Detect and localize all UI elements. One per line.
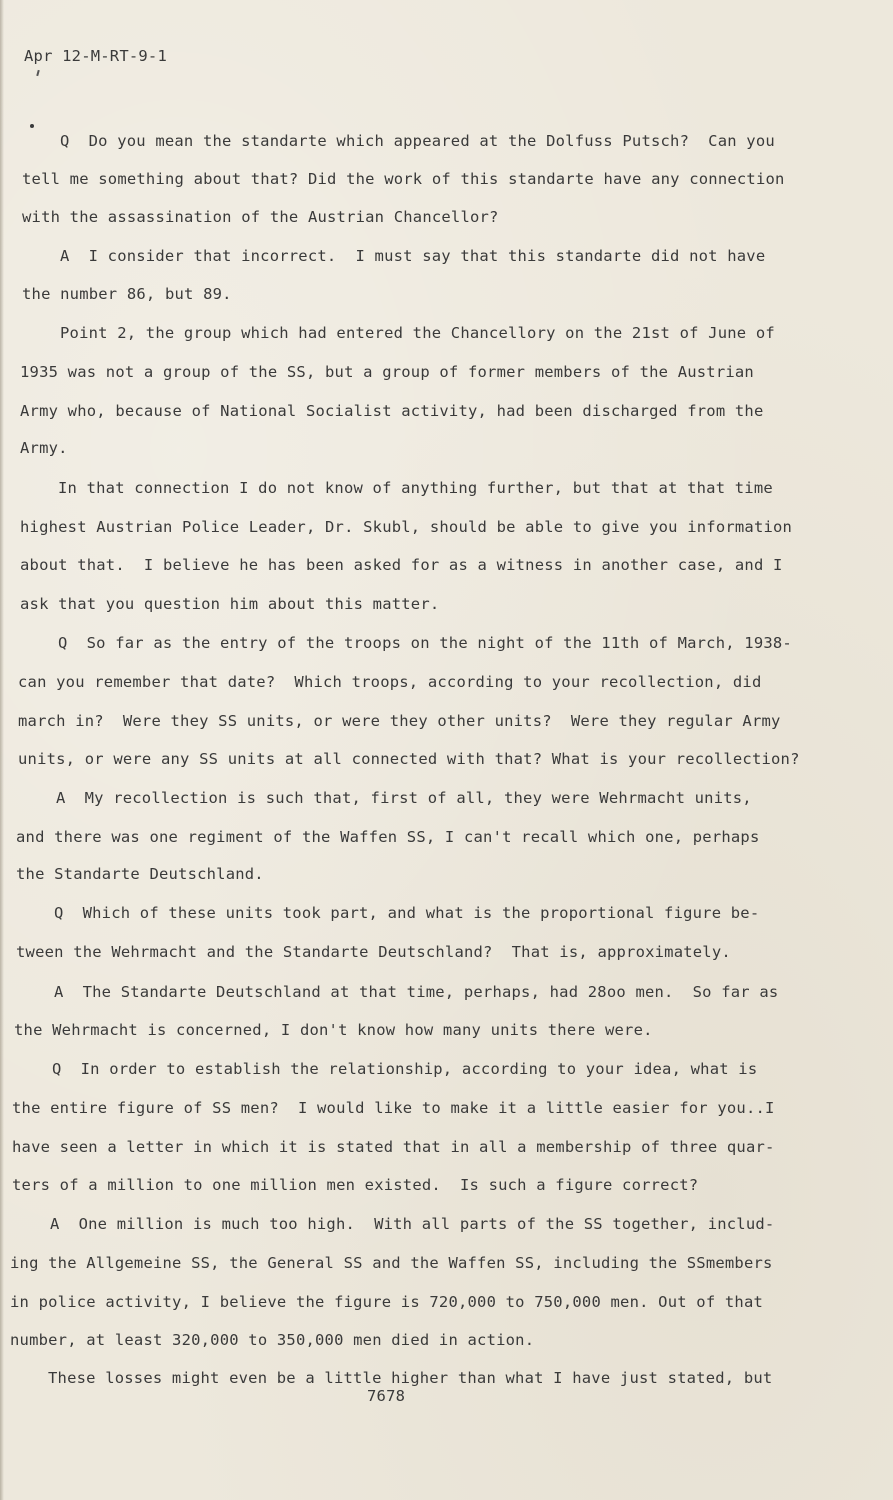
text-line: units, or were any SS units at all connected with that? What is your recollection? <box>18 750 800 768</box>
text-line: A One million is much too high. With all parts of the SS together, includ- <box>50 1215 775 1233</box>
text-line: Army. <box>20 439 68 457</box>
text-line: tween the Wehrmacht and the Standarte Deutschland? That is, approximately. <box>16 943 731 961</box>
text-line: Army who, because of National Socialist activity, had been discharged from the <box>20 402 764 420</box>
text-line: about that. I believe he has been asked for as a witness in another case, and I <box>20 556 783 574</box>
text-line: the Standarte Deutschland. <box>16 865 264 883</box>
text-line: highest Austrian Police Leader, Dr. Skubl, should be able to give you information <box>20 518 793 536</box>
text-line: ters of a million to one million men existed. Is such a figure correct? <box>12 1176 699 1194</box>
text-line: tell me something about that? Did the work of this standarte have any connection <box>22 170 785 188</box>
text-line: have seen a letter in which it is stated that in all a membership of three quar- <box>12 1138 775 1156</box>
text-line: ask that you question him about this matter. <box>20 595 440 613</box>
page-number: 7678 <box>367 1387 406 1405</box>
text-line: number, at least 320,000 to 350,000 men died in action. <box>10 1331 535 1349</box>
text-line: and there was one regiment of the Waffen SS, I can't recall which one, perhaps <box>16 828 760 846</box>
text-line: with the assassination of the Austrian Chancellor? <box>22 208 499 226</box>
text-line: Point 2, the group which had entered the Chancellory on the 21st of June of <box>60 324 775 342</box>
page-edge-shadow <box>0 0 4 1500</box>
text-line: ing the Allgemeine SS, the General SS and the Waffen SS, including the SSmembers <box>10 1254 773 1272</box>
text-line: the number 86, but 89. <box>22 285 232 303</box>
text-line: march in? Were they SS units, or were they other units? Were they regular Army <box>18 712 781 730</box>
text-line: A I consider that incorrect. I must say that this standarte did not have <box>60 247 766 265</box>
text-line: Q Which of these units took part, and what is the proportional figure be- <box>54 904 760 922</box>
text-line: These losses might even be a little higher than what I have just stated, but <box>48 1369 773 1387</box>
text-line: Q In order to establish the relationship, according to your idea, what is <box>52 1060 758 1078</box>
text-line: the Wehrmacht is concerned, I don't know how many units there were. <box>14 1021 653 1039</box>
text-line: 1935 was not a group of the SS, but a group of former members of the Austrian <box>20 363 754 381</box>
pen-mark <box>36 70 39 76</box>
document-header: Apr 12-M-RT-9-1 <box>24 47 167 65</box>
text-line: Q Do you mean the standarte which appeared at the Dolfuss Putsch? Can you <box>60 132 775 150</box>
text-line: can you remember that date? Which troops, according to your recollection, did <box>18 673 762 691</box>
margin-dot <box>30 124 34 128</box>
text-line: in police activity, I believe the figure is 720,000 to 750,000 men. Out of that <box>10 1293 764 1311</box>
text-line: A The Standarte Deutschland at that time, perhaps, had 28oo men. So far as <box>54 983 779 1001</box>
text-line: the entire figure of SS men? I would like to make it a little easier for you..I <box>12 1099 775 1117</box>
text-line: Q So far as the entry of the troops on the night of the 11th of March, 1938- <box>58 634 792 652</box>
text-line: A My recollection is such that, first of all, they were Wehrmacht units, <box>56 789 752 807</box>
text-line: In that connection I do not know of anything further, but that at that time <box>58 479 773 497</box>
